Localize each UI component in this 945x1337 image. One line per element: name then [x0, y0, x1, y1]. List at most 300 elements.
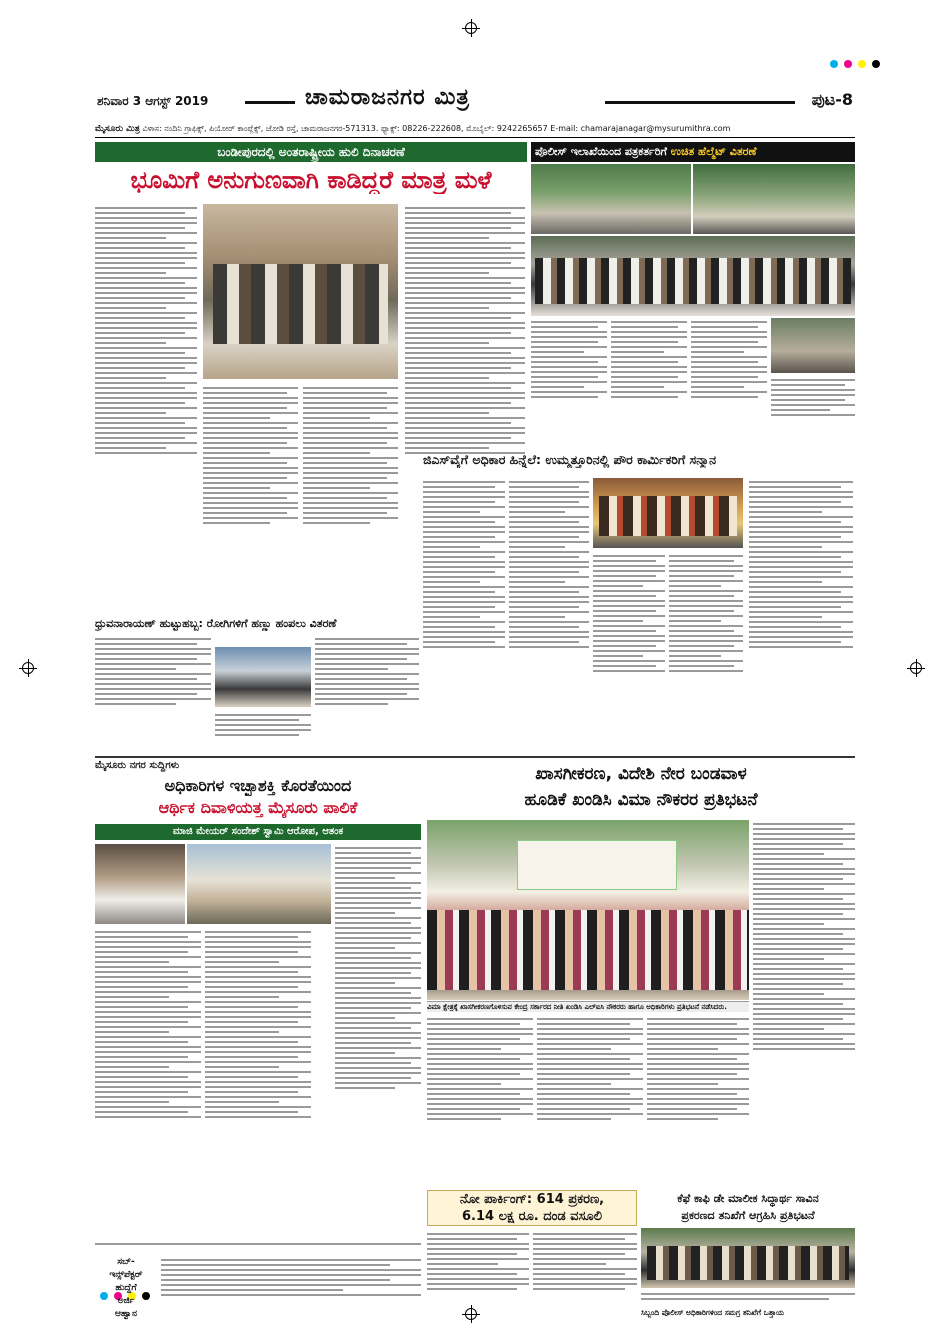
text-line — [593, 595, 656, 597]
tiger-day-photo — [203, 204, 398, 379]
text-line — [215, 714, 311, 716]
text-line — [335, 867, 411, 869]
text-line — [205, 1006, 298, 1008]
text-line — [205, 996, 279, 998]
text-line — [203, 497, 287, 499]
text-line — [405, 287, 525, 289]
page-number: ಪುಟ-8 — [811, 90, 853, 109]
text-line — [423, 586, 505, 588]
text-line — [315, 643, 407, 645]
text-line — [95, 392, 197, 394]
text-line — [749, 626, 841, 628]
text-line — [315, 673, 419, 675]
text-line — [303, 497, 387, 499]
text-line — [205, 1116, 311, 1118]
text-line — [315, 668, 388, 670]
text-line — [427, 1268, 529, 1270]
text-line — [423, 481, 505, 483]
text-line — [753, 983, 843, 985]
text-line — [335, 902, 411, 904]
text-line — [531, 351, 584, 353]
text-line — [161, 1294, 421, 1296]
text-line — [669, 605, 743, 607]
text-line — [405, 372, 525, 374]
text-line — [95, 1036, 201, 1038]
text-line — [423, 511, 480, 513]
text-line — [691, 381, 767, 383]
tiger-column-2 — [203, 384, 298, 609]
text-line — [669, 620, 721, 622]
lic-protest-photo — [427, 820, 749, 1000]
text-line — [753, 953, 855, 955]
text-line — [537, 1018, 643, 1020]
text-line — [509, 531, 589, 533]
tiger-kicker: ಬಂಡೀಪುರದಲ್ಲಿ ಅಂತರಾಷ್ಟ್ರೀಯ ಹುಲಿ ದಿನಾಚರಣೆ — [95, 142, 527, 162]
text-line — [669, 650, 743, 652]
text-line — [205, 946, 311, 948]
text-line — [335, 1037, 421, 1039]
text-line — [669, 665, 734, 667]
text-line — [427, 1283, 529, 1285]
text-line — [669, 595, 734, 597]
tiger-column-3 — [303, 384, 398, 609]
text-line — [537, 1113, 643, 1115]
text-line — [203, 392, 287, 394]
text-line — [203, 492, 298, 494]
text-line — [335, 917, 421, 919]
workers-column-3 — [593, 552, 665, 750]
text-line — [335, 1052, 395, 1054]
mysuru-column-2 — [205, 928, 311, 1238]
newspaper-title: ಚಾಮರಾಜನಗರ ಮಿತ್ರ — [305, 84, 470, 110]
text-line — [749, 646, 853, 648]
text-line — [647, 1098, 749, 1100]
text-line — [335, 887, 411, 889]
text-line — [205, 1061, 311, 1063]
text-line — [161, 1289, 343, 1291]
text-line — [303, 447, 398, 449]
text-line — [427, 1233, 529, 1235]
text-line — [427, 1068, 533, 1070]
text-line — [205, 991, 311, 993]
workers-column-2 — [509, 478, 589, 750]
tiger-headline: ಭೂಮಿಗೆ ಅನುಗುಣವಾಗಿ ಕಾಡಿದ್ದರೆ ಮಾತ್ರ ಮಳೆ — [130, 166, 492, 194]
text-line — [335, 847, 421, 849]
text-line — [749, 576, 853, 578]
text-line — [537, 1103, 643, 1105]
text-line — [203, 457, 298, 459]
text-line — [203, 402, 298, 404]
text-line — [669, 615, 743, 617]
parking-headline-box — [427, 1190, 637, 1226]
text-line — [203, 482, 298, 484]
text-line — [95, 422, 185, 424]
text-line — [509, 561, 589, 563]
text-line — [509, 616, 565, 618]
text-line — [95, 698, 211, 700]
text-line — [95, 387, 185, 389]
text-line — [593, 665, 656, 667]
text-line — [427, 1018, 533, 1020]
text-line — [593, 645, 656, 647]
text-line — [753, 1003, 843, 1005]
text-line — [405, 442, 525, 444]
text-line — [405, 262, 511, 264]
text-line — [95, 432, 197, 434]
text-line — [691, 396, 758, 398]
text-line — [405, 347, 525, 349]
text-line — [95, 1011, 201, 1013]
text-line — [95, 1061, 201, 1063]
text-line — [753, 923, 824, 925]
text-line — [427, 1078, 533, 1080]
text-line — [427, 1043, 533, 1045]
text-line — [647, 1088, 749, 1090]
helmet-column-1 — [531, 318, 607, 446]
text-line — [647, 1093, 737, 1095]
text-line — [593, 620, 643, 622]
mysuru-headline-1: ಅಧಿಕಾರಿಗಳ ಇಚ್ಛಾಶಕ್ತಿ ಕೊರತೆಯಿಂದ — [164, 776, 352, 795]
text-line — [95, 1016, 201, 1018]
text-line — [749, 541, 853, 543]
text-line — [771, 414, 855, 416]
text-line — [315, 648, 419, 650]
text-line — [537, 1023, 630, 1025]
inspector-label-4: ಅರ್ಜಿ — [117, 1296, 135, 1306]
text-line — [335, 937, 411, 939]
text-line — [423, 576, 505, 578]
text-line — [537, 1063, 643, 1065]
text-line — [95, 1086, 201, 1088]
text-line — [427, 1053, 533, 1055]
text-line — [749, 596, 853, 598]
text-line — [335, 932, 421, 934]
text-line — [335, 987, 421, 989]
text-line — [405, 307, 489, 309]
text-line — [95, 442, 197, 444]
text-line — [205, 1036, 311, 1038]
text-line — [423, 601, 505, 603]
text-line — [335, 1057, 421, 1059]
text-line — [749, 616, 822, 618]
mysuru-subhead: ಮಾಜಿ ಮೇಯರ್ ಸಂದೇಶ್ ಸ್ವಾಮಿ ಆರೋಪ, ಆತಂಕ — [95, 824, 421, 840]
text-line — [303, 512, 387, 514]
text-line — [335, 972, 411, 974]
text-line — [749, 631, 853, 633]
text-line — [753, 1028, 824, 1030]
text-line — [509, 581, 565, 583]
text-line — [753, 933, 843, 935]
text-line — [533, 1278, 637, 1280]
story-lic-protest — [427, 760, 855, 1190]
text-line — [303, 472, 398, 474]
text-line — [753, 1033, 855, 1035]
text-line — [691, 326, 758, 328]
text-line — [423, 636, 505, 638]
text-line — [509, 606, 579, 608]
registration-mark-top — [465, 22, 477, 34]
text-line — [753, 928, 855, 930]
text-line — [215, 729, 311, 731]
text-line — [95, 991, 201, 993]
text-line — [537, 1028, 643, 1030]
story-workers — [423, 452, 855, 752]
helmet-group-photo — [531, 236, 855, 316]
parking-column-1 — [427, 1230, 529, 1326]
text-line — [749, 641, 841, 643]
text-line — [203, 442, 287, 444]
text-line — [95, 427, 197, 429]
text-line — [531, 386, 584, 388]
text-line — [533, 1253, 625, 1255]
text-line — [593, 625, 665, 627]
text-line — [335, 877, 395, 879]
text-line — [335, 1072, 421, 1074]
text-line — [95, 447, 166, 449]
text-line — [203, 437, 298, 439]
text-line — [335, 882, 421, 884]
sub-inspector-box — [95, 1256, 157, 1324]
text-line — [509, 546, 565, 548]
text-line — [205, 1016, 311, 1018]
text-line — [509, 486, 579, 488]
text-line — [95, 668, 176, 670]
text-line — [405, 422, 511, 424]
text-line — [95, 1021, 188, 1023]
helmet-photo-1 — [531, 164, 691, 234]
helmet-column-4 — [771, 376, 855, 446]
text-line — [647, 1103, 749, 1105]
text-line — [335, 1022, 421, 1024]
text-line — [205, 1021, 298, 1023]
text-line — [647, 1028, 749, 1030]
text-line — [405, 277, 525, 279]
text-line — [205, 956, 311, 958]
text-line — [749, 511, 822, 513]
text-line — [95, 437, 185, 439]
text-line — [203, 387, 298, 389]
text-line — [95, 352, 185, 354]
cafe-protest-photo — [641, 1228, 855, 1288]
text-line — [531, 371, 607, 373]
text-line — [753, 838, 855, 840]
text-line — [205, 1011, 311, 1013]
text-line — [647, 1083, 718, 1085]
inspector-label-3: ಹುದ್ದೆಗೆ — [115, 1283, 137, 1293]
text-line — [95, 232, 197, 234]
text-line — [427, 1038, 520, 1040]
workers-headline: ಜಿಎಸ್‌ವೈಗೆ ಅಧಿಕಾರ ಹಿನ್ನೆಲೆ: ಉಮ್ಮತ್ತೂರಿನಲ್ಲಿ ಪೌರ ಕಾರ್ಮಿಕರಿಗೆ ಸನ್ಮಾನ — [423, 452, 717, 467]
text-line — [405, 302, 525, 304]
parking-headline-1: ನೋ ಪಾರ್ಕಿಂಗ್: 614 ಪ್ರಕರಣ, — [459, 1192, 605, 1207]
text-line — [753, 1023, 855, 1025]
text-line — [303, 467, 398, 469]
text-line — [161, 1274, 421, 1276]
text-line — [427, 1243, 529, 1245]
text-line — [303, 457, 398, 459]
masthead-rule-left — [245, 101, 295, 104]
text-line — [95, 357, 197, 359]
text-line — [531, 361, 598, 363]
text-line — [405, 242, 525, 244]
text-line — [753, 958, 824, 960]
text-line — [509, 591, 579, 593]
text-line — [335, 1047, 421, 1049]
text-line — [749, 556, 841, 558]
text-line — [335, 957, 411, 959]
text-line — [509, 626, 579, 628]
text-line — [95, 227, 185, 229]
text-line — [537, 1078, 643, 1080]
text-line — [95, 648, 211, 650]
story-cafe-coffee-day — [641, 1190, 855, 1326]
text-line — [423, 616, 480, 618]
text-line — [315, 658, 407, 660]
text-line — [749, 611, 853, 613]
text-line — [95, 673, 211, 675]
text-line — [593, 655, 643, 657]
text-line — [423, 541, 505, 543]
text-line — [669, 560, 734, 562]
text-line — [315, 698, 419, 700]
text-line — [95, 322, 197, 324]
text-line — [537, 1118, 611, 1120]
text-line — [95, 412, 166, 414]
text-line — [95, 653, 211, 655]
text-line — [203, 472, 298, 474]
text-line — [405, 297, 511, 299]
text-line — [405, 417, 525, 419]
text-line — [405, 337, 525, 339]
text-line — [423, 556, 495, 558]
text-line — [95, 1066, 169, 1068]
text-line — [95, 237, 166, 239]
text-line — [753, 913, 843, 915]
text-line — [749, 601, 853, 603]
text-line — [405, 377, 489, 379]
text-line — [205, 941, 311, 943]
text-line — [405, 432, 525, 434]
text-line — [161, 1269, 421, 1271]
address-text: ವಿಳಾಸ: ನಂದಿನಿ ಗ್ರಾಫಿಕ್ಸ್, ಪಿಯೋರ್ ಕಾಂಪ್ಲೆಕ್ಸ್, ಜೋಡಿ ರಸ್ತೆ, ಚಾಮರಾಜನಗರ-571313. ಫ್ಯಾಕ್ಸ್: 08226-222608, ಮೊಬೈಲ್: 9242265657 — [142, 124, 548, 133]
text-line — [95, 1006, 188, 1008]
text-line — [315, 653, 419, 655]
text-line — [669, 600, 743, 602]
text-line — [335, 912, 395, 914]
text-line — [593, 580, 665, 582]
text-line — [95, 688, 211, 690]
text-line — [95, 397, 197, 399]
text-line — [95, 678, 197, 680]
cafe-headline-1: ಕೆಫೆ ಕಾಫಿ ಡೇ ಮಾಲೀಕ ಸಿದ್ಧಾರ್ಥ ಸಾವಿನ — [677, 1192, 819, 1205]
text-line — [405, 357, 525, 359]
text-line — [95, 1001, 201, 1003]
helmet-column-2 — [611, 318, 687, 446]
text-line — [753, 908, 855, 910]
text-line — [753, 843, 843, 845]
text-line — [533, 1268, 637, 1270]
text-line — [611, 371, 687, 373]
lic-photo-caption: ವಿಮಾ ಕ್ಷೇತ್ರಕ್ಕೆ ಖಾಸಗೀಕರಣಗೊಳಿಸುವ ಕೇಂದ್ರ ಸರ್ಕಾರದ ನೀತಿ ಖಂಡಿಸಿ ಎಲ್‌ಐಸಿ ನೌಕರರು ಹಾಗೂ ಅಧಿಕಾರಿಗಳು ಪ್ರತಿಭಟನೆ ನಡೆಸಿದರು. — [427, 1001, 749, 1012]
text-line — [423, 631, 505, 633]
workers-column-4 — [669, 552, 743, 750]
story-no-parking — [427, 1190, 637, 1326]
text-line — [405, 212, 511, 214]
text-line — [335, 967, 421, 969]
masthead-rule-right — [605, 101, 795, 104]
text-line — [647, 1113, 749, 1115]
text-line — [303, 427, 387, 429]
text-line — [315, 678, 407, 680]
text-line — [423, 581, 480, 583]
text-line — [611, 341, 678, 343]
text-line — [95, 1106, 201, 1108]
text-line — [749, 536, 841, 538]
text-line — [203, 467, 298, 469]
text-line — [427, 1063, 533, 1065]
text-line — [303, 477, 387, 479]
text-line — [335, 857, 421, 859]
text-line — [669, 625, 743, 627]
text-line — [303, 392, 387, 394]
text-line — [205, 1106, 311, 1108]
text-line — [669, 590, 743, 592]
text-line — [423, 486, 495, 488]
text-line — [405, 342, 489, 344]
lic-headline-2: ಹೂಡಿಕೆ ಖಂಡಿಸಿ ವಿಮಾ ನೌಕರರ ಪ್ರತಿಭಟನೆ — [524, 790, 758, 810]
text-line — [611, 381, 687, 383]
text-line — [691, 331, 767, 333]
text-line — [203, 422, 298, 424]
text-line — [753, 918, 855, 920]
text-line — [95, 417, 197, 419]
text-line — [205, 1086, 311, 1088]
text-line — [691, 391, 767, 393]
text-line — [647, 1048, 718, 1050]
text-line — [423, 551, 505, 553]
text-line — [95, 362, 197, 364]
text-line — [303, 412, 398, 414]
text-line — [647, 1033, 749, 1035]
text-line — [335, 1042, 411, 1044]
text-line — [203, 487, 270, 489]
text-line — [405, 267, 525, 269]
text-line — [303, 432, 398, 434]
text-line — [537, 1043, 643, 1045]
text-line — [509, 636, 589, 638]
mysuru-column-3 — [335, 844, 421, 1238]
text-line — [533, 1233, 637, 1235]
text-line — [315, 693, 407, 695]
text-line — [537, 1098, 643, 1100]
text-line — [427, 1098, 533, 1100]
text-line — [423, 496, 505, 498]
text-line — [531, 336, 607, 338]
text-line — [509, 571, 579, 573]
text-line — [427, 1093, 520, 1095]
cafe-text — [641, 1290, 855, 1310]
text-line — [753, 1043, 855, 1045]
text-line — [303, 422, 398, 424]
text-line — [335, 897, 421, 899]
text-line — [95, 956, 201, 958]
text-line — [611, 331, 687, 333]
text-line — [753, 823, 855, 825]
group-figures — [535, 258, 851, 304]
story-helmet — [531, 142, 855, 447]
mayor-photo — [95, 844, 185, 924]
text-line — [303, 417, 370, 419]
